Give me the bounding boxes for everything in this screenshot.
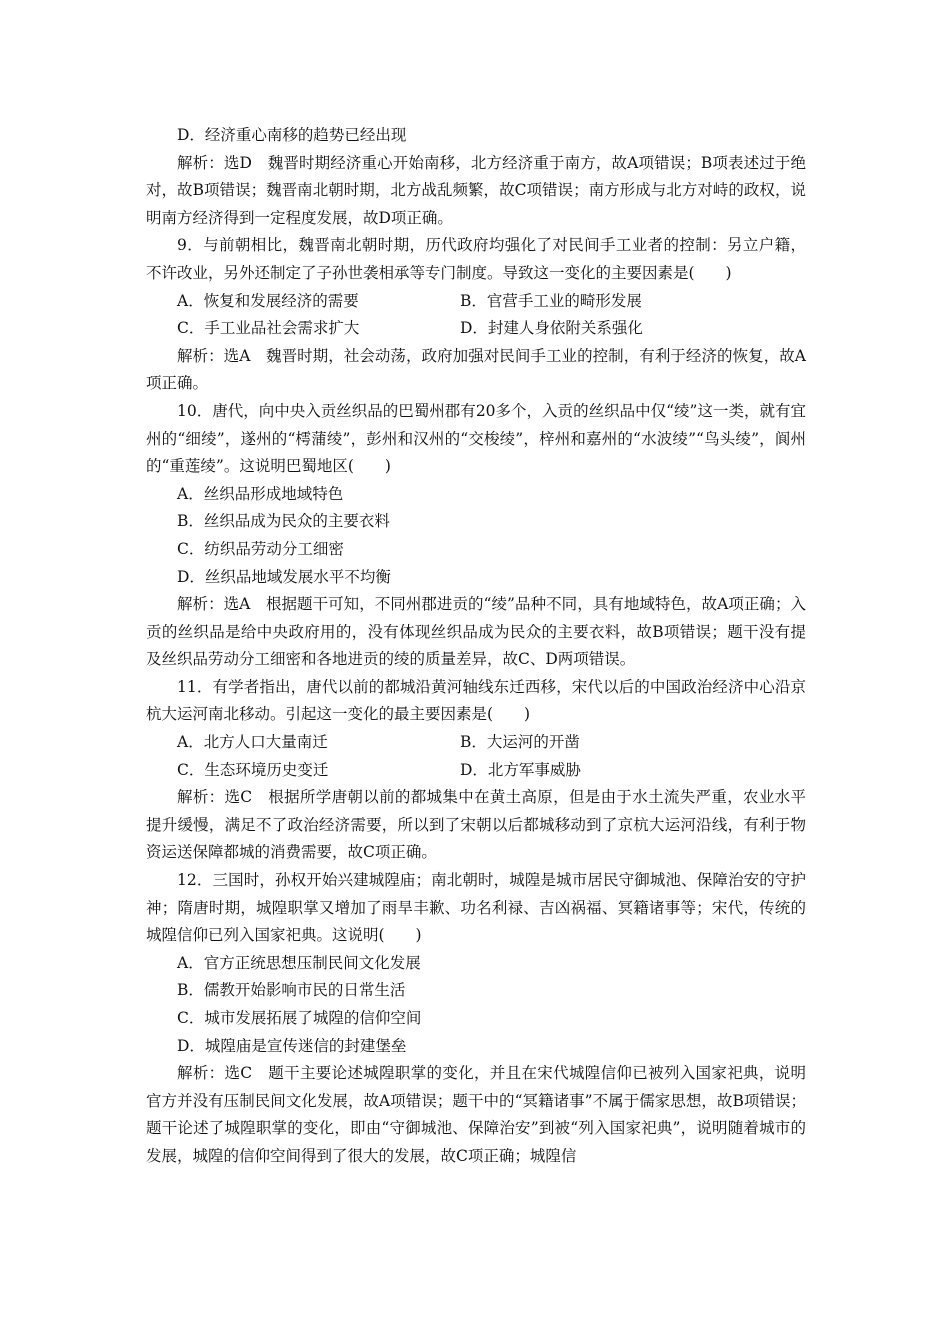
q10-option-d: D．丝织品地域发展水平不均衡 (177, 567, 391, 586)
q11-option-b: B．大运河的开凿 (460, 733, 580, 752)
q10-option-c: C．纺织品劳动分工细密 (177, 539, 344, 558)
q11-analysis: 解析：选C 根据所学唐朝以前的都城集中在黄土高原，但是由于水土流失严重，农业水平提升缓慢，满足不了政治经济需要，所以到了宋朝以后都城移动到了京杭大运河沿线，有利于物资运送保障都城的消费需要，故C项正确。 (146, 788, 806, 862)
q9-option-d: D．封建人身依附关系强化 (460, 319, 643, 338)
q12-analysis: 解析：选C 题干主要论述城隍职掌的变化，并且在宋代城隍信仰已被列入国家祀典，说明官方并没有压制民间文化发展，故A项错误；题干中的“冥籍诸事”不属于儒家思想，故B项错误；题干论述了城隍职掌的变化，即由“守御城池、保障治安”到被“列入国家祀典”，说明随着城市的发展，城隍的信仰空间得到了很大的发展，故C项正确；城隍信 (146, 1064, 806, 1165)
q10-option-b: B．丝织品成为民众的主要衣料 (177, 512, 390, 531)
q9-option-a: A．恢复和发展经济的需要 (177, 291, 359, 310)
q9-options-row-2 (146, 315, 806, 343)
q11-options-row-1 (146, 729, 806, 757)
q12-stem: 12．三国时，孙权开始兴建城隍庙；南北朝时，城隍是城市居民守御城池、保障治安的守护神；隋唐时期，城隍职掌又增加了雨旱丰歉、功名利禄、吉凶祸福、冥籍诸事等；宋代，传统的城隍信仰已列入国家祀典。这说明( ) (146, 871, 806, 945)
q11-stem: 11．有学者指出，唐代以前的都城沿黄河轴线东迁西移，宋代以后的中国政治经济中心沿京杭大运河南北移动。引起这一变化的最主要因素是( ) (146, 677, 806, 724)
q11-option-d: D．北方军事威胁 (460, 760, 581, 779)
q9-option-c: C．手工业品社会需求扩大 (177, 319, 360, 338)
q9-stem: 9．与前朝相比，魏晋南北朝时期，历代政府均强化了对民间手工业者的控制：另立户籍，不许改业，另外还制定了子孙世袭相承等专门制度。导致这一变化的主要因素是( ) (146, 236, 806, 282)
q10-stem: 10．唐代，向中央入贡丝织品的巴蜀州郡有20多个，入贡的丝织品中仅“绫”这一类，就有宜州的“细绫”，遂州的“樗蒲绫”，彭州和汉州的“交梭绫”，梓州和嘉州的“水波绫”“鸟头绫”，阆州的“重莲绫”。这说明巴蜀地区( ) (146, 401, 806, 476)
q9-analysis: 解析：选A 魏晋时期，社会动荡，政府加强对民间手工业的控制，有利于经济的恢复，故A项正确。 (146, 346, 806, 393)
q11-option-a: A．北方人口大量南迁 (177, 733, 328, 752)
q10-analysis: 解析：选A 根据题干可知，不同州郡进贡的“绫”品种不同，具有地域特色，故A项正确；入贡的丝织品是给中央政府用的，没有体现丝织品成为民众的主要衣料，故B项错误；题干没有提及丝织品劳动分工细密和各地进贡的绫的质量差异，故C、D两项错误。 (146, 595, 806, 669)
q11-option-c: C．生态环境历史变迁 (177, 760, 329, 779)
q8-option-d: D．经济重心南移的趋势已经出现 (177, 126, 407, 144)
q8-analysis: 解析：选D 魏晋时期经济重心开始南移，北方经济重于南方，故A项错误；B项表述过于绝对，故B项错误；魏晋南北朝时期，北方战乱频繁，故C项错误；南方形成与北方对峙的政权，说明南方经济得到一定程度发展，故D项正确。 (146, 153, 806, 227)
q12-option-d: D．城隍庙是宣传迷信的封建堡垒 (177, 1036, 407, 1055)
q12-option-b: B．儒教开始影响市民的日常生活 (177, 981, 406, 1000)
q9-option-b: B．官营手工业的畸形发展 (460, 291, 642, 310)
q10-option-a: A．丝织品形成地域特色 (177, 484, 344, 503)
q11-options-row-2 (146, 757, 806, 785)
q9-options-row-1 (146, 288, 806, 316)
page-content (146, 122, 806, 1171)
q12-option-a: A．官方正统思想压制民间文化发展 (177, 953, 421, 972)
q12-option-c: C．城市发展拓展了城隍的信仰空间 (177, 1009, 422, 1027)
